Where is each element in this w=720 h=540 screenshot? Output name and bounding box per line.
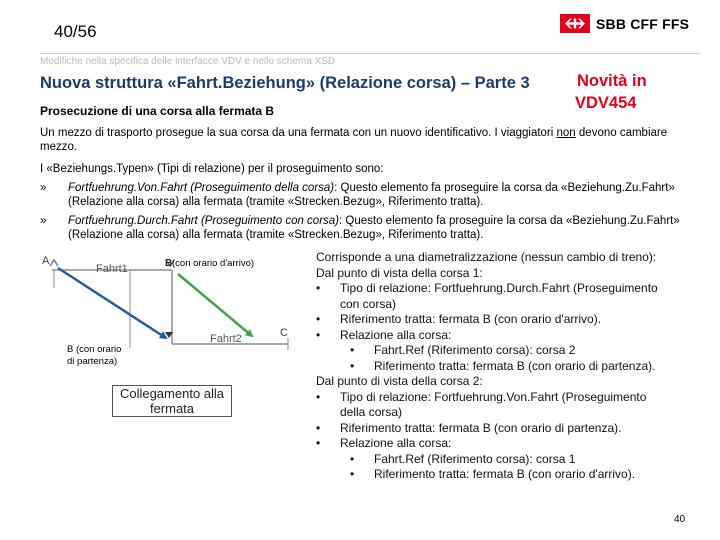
logo-text: SBB CFF FFS: [596, 15, 690, 32]
novita-label: Novità in: [577, 72, 647, 90]
caption-box: Collegamento alla fermata: [112, 385, 232, 417]
sbb-arrows-icon: [560, 14, 590, 33]
view1-item: • Relazione alla corsa:: [316, 327, 452, 342]
label-c: C: [280, 327, 288, 339]
intro-paragraph: Un mezzo di trasporto prosegue la sua corsa da una fermata con un nuovo identificativo. I viaggiatori non devono cambiare mezzo.: [40, 127, 668, 153]
label-fahrt1: Fahrt1: [96, 263, 128, 275]
novita-version: VDV454: [575, 94, 637, 112]
bullet-term: Fortfuehrung.Durch.Fahrt (Proseguimento con corsa): [68, 215, 340, 227]
fahrt1-arrow: [58, 268, 166, 338]
page-title: Nuova struttura «Fahrt.Beziehung» (Relazione corsa) – Parte 3: [40, 74, 530, 92]
sbb-logo: [560, 14, 689, 33]
view1-subitem: • Fahrt.Ref (Riferimento corsa): corsa 2: [350, 343, 576, 357]
bullet-marker: »: [40, 215, 47, 227]
section-heading: Prosecuzione di una corsa alla fermata B: [40, 104, 275, 118]
view2-item: • Riferimento tratta: fermata B (con orario di partenza).: [316, 420, 622, 435]
label-a: A: [50, 267, 51, 268]
view2-item-cont: della corsa): [340, 405, 403, 419]
label-b-arrival: (con orario d'arrivo): [172, 258, 255, 269]
view1-item: • Tipo di relazione: Fortfuehrung.Durch.Fahrt (Proseguimento: [316, 281, 658, 295]
label-a: A: [42, 255, 50, 267]
bullet-text: : Questo elemento fa proseguire la corsa da «Beziehung.Zu.Fahrt» (Relazione alla corsa) alla fermata (tramite «Strecken.Bezug», Riferimento tratta).: [68, 182, 675, 208]
bullet-term: Fortfuehrung.Von.Fahrt (Proseguimento della corsa): [68, 182, 335, 194]
fahrt2-arrow: [178, 274, 252, 336]
view2-item: • Tipo di relazione: Fortfuehrung.Von.Fahrt (Proseguimento: [316, 389, 647, 404]
view2-subitem: • Fahrt.Ref (Riferimento corsa): corsa 1: [350, 451, 576, 466]
view2-subitem: • Riferimento tratta: fermata B (con orario d'arrivo).: [350, 467, 636, 481]
bullet-marker: »: [40, 182, 47, 194]
label-b: B: [165, 258, 173, 269]
view2-heading: Dal punto di vista della corsa 2:: [316, 374, 483, 388]
subtitle: Modifiche nella specifica delle interfacce VDV e nello schema XSD: [40, 56, 336, 67]
view1-heading: Dal punto di vista della corsa 1:: [316, 265, 483, 280]
explanation-header: Corrisponde a una diametralizzazione (nessun cambio di treno):: [316, 250, 657, 264]
bullet-text: : Questo elemento fa proseguire la corsa da «Beziehung.Zu.Fahrt» (Relazione alla corsa) alla fermata (tramite «Strecken.Bezug», Riferimento tratta).: [68, 215, 680, 241]
label-b-departure: B (con orario di partenza): [67, 344, 122, 367]
view1-item: • Riferimento tratta: fermata B (con orario d'arrivo).: [316, 312, 602, 326]
underlined-word: non: [556, 127, 576, 139]
view1-subitem: • Riferimento tratta: fermata B (con orario di partenza).: [350, 358, 656, 373]
explanation-panel: [316, 250, 696, 483]
header-divider: [40, 53, 700, 54]
view2-item: • Relazione alla corsa:: [316, 436, 452, 450]
station-a-marker: [50, 260, 58, 288]
types-intro: I «Beziehungs.Typen» (Tipi di relazione) per il proseguimento sono:: [40, 163, 384, 175]
view1-item-cont: con corsa): [340, 296, 397, 311]
bullet-von-fahrt: [40, 181, 680, 209]
page-counter: 40/56: [54, 22, 97, 41]
label-fahrt2: Fahrt2: [210, 333, 242, 345]
page-number: 40: [674, 514, 686, 525]
bullet-durch-fahrt: [40, 214, 680, 242]
